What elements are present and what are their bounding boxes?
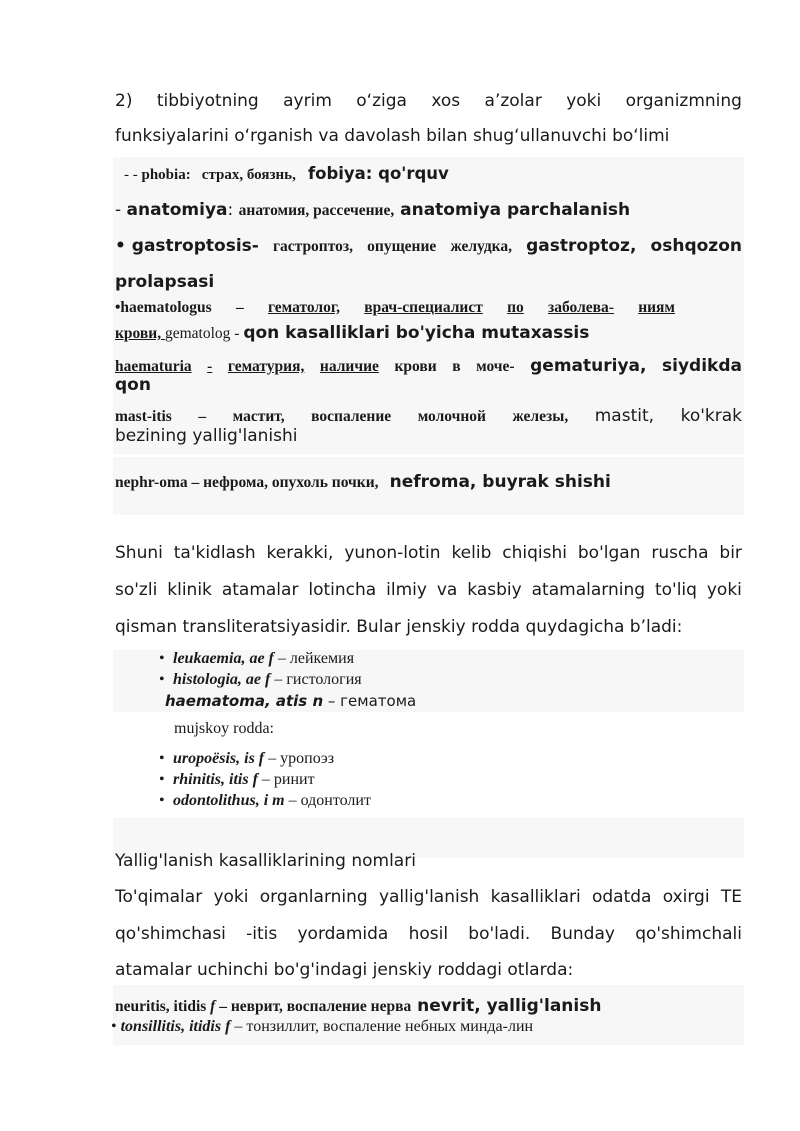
section-line-3: atamalar uchinchi bo'g'indagi jenskiy roddagi otlarda: <box>115 960 574 980</box>
anatomiya-entry: - anatomiya: анатомия, рассечение, anatomiya parchalanish <box>115 200 631 220</box>
intro-line-1: 2) tibbiyotning ayrim o‘ziga xos a’zolar yoki organizmning <box>115 91 742 111</box>
para2-line-2: so'zli klinik atamalar lotincha ilmiy va kasbiy atamalarning to'liq yoki <box>115 580 742 600</box>
section-line-2: qo'shimchasi -itis yordamida hosil bo'ladi. Bunday qo'shimchali <box>115 924 742 944</box>
list-item: • uropoësis, is f – уропоэз <box>159 748 659 769</box>
masculine-gender-label: mujskoy rodda: <box>174 720 274 737</box>
haematologus-entry-line-2: крови, gematolog - qon kasalliklari bo'yicha mutaxassis <box>115 323 590 343</box>
neuritis-entry: neuritis, itidis f – неврит, воспаление нерва nevrit, yallig'lanish <box>115 996 602 1016</box>
tonsillitis-entry: • tonsillitis, itidis f – тонзиллит, воспаление небных минда-лин <box>111 1018 534 1035</box>
feminine-term-list <box>159 648 659 690</box>
list-item: • odontolithus, i m – одонтолит <box>159 790 659 811</box>
list-item: • leukaemia, ae f – лейкемия <box>159 648 659 669</box>
list-item: • histologia, ae f – гистология <box>159 669 659 690</box>
gastroptosis-entry-line-2: prolapsasi <box>115 272 215 292</box>
intro-line-2: funksiyalarini o‘rganish va davolash bilan shug‘ullanuvchi bo‘limi <box>115 126 670 146</box>
haematuria-entry-line-1: haematuria - гематурия, наличие крови в моче- gematuriya, siydikda <box>115 356 742 376</box>
mastitis-entry-line-1: mast-itis – мастит, воспаление молочной железы, mastit, ko'krak <box>115 406 742 426</box>
mastitis-entry-line-2: bezining yallig'lanishi <box>115 426 298 446</box>
haematuria-entry-line-2: qon <box>115 375 151 395</box>
haematologus-entry-line-1: •haematologus – гематолог, врач-специалист по заболева- ниям <box>115 299 675 316</box>
para2-line-3: qisman transliteratsiyasidir. Bular jenskiy rodda quydagicha b’ladi: <box>115 617 683 637</box>
masculine-term-list <box>159 748 659 811</box>
section-line-1: To'qimalar yoki organlarning yallig'lanish kasalliklari odatda oxirgi TE <box>115 887 742 907</box>
phobia-entry: - - phobia: страх, боязнь, fobiya: qo'rquv <box>124 164 449 183</box>
nephroma-entry: nephr-oma – нефрома, опухоль почки, nefroma, buyrak shishi <box>115 472 611 492</box>
para2-line-1: Shuni ta'kidlash kerakki, yunon-lotin kelib chiqishi bo'lgan ruscha bir <box>115 543 742 563</box>
gastroptosis-entry-line-1: • gastroptosis- гастроптоз, опущение желудка, gastroptoz, oshqozon <box>115 236 742 256</box>
haematoma-entry: haematoma, atis n – гематома <box>165 692 417 710</box>
list-item: • rhinitis, itis f – ринит <box>159 769 659 790</box>
section-heading: Yallig'lanish kasalliklarining nomlari <box>115 851 416 871</box>
